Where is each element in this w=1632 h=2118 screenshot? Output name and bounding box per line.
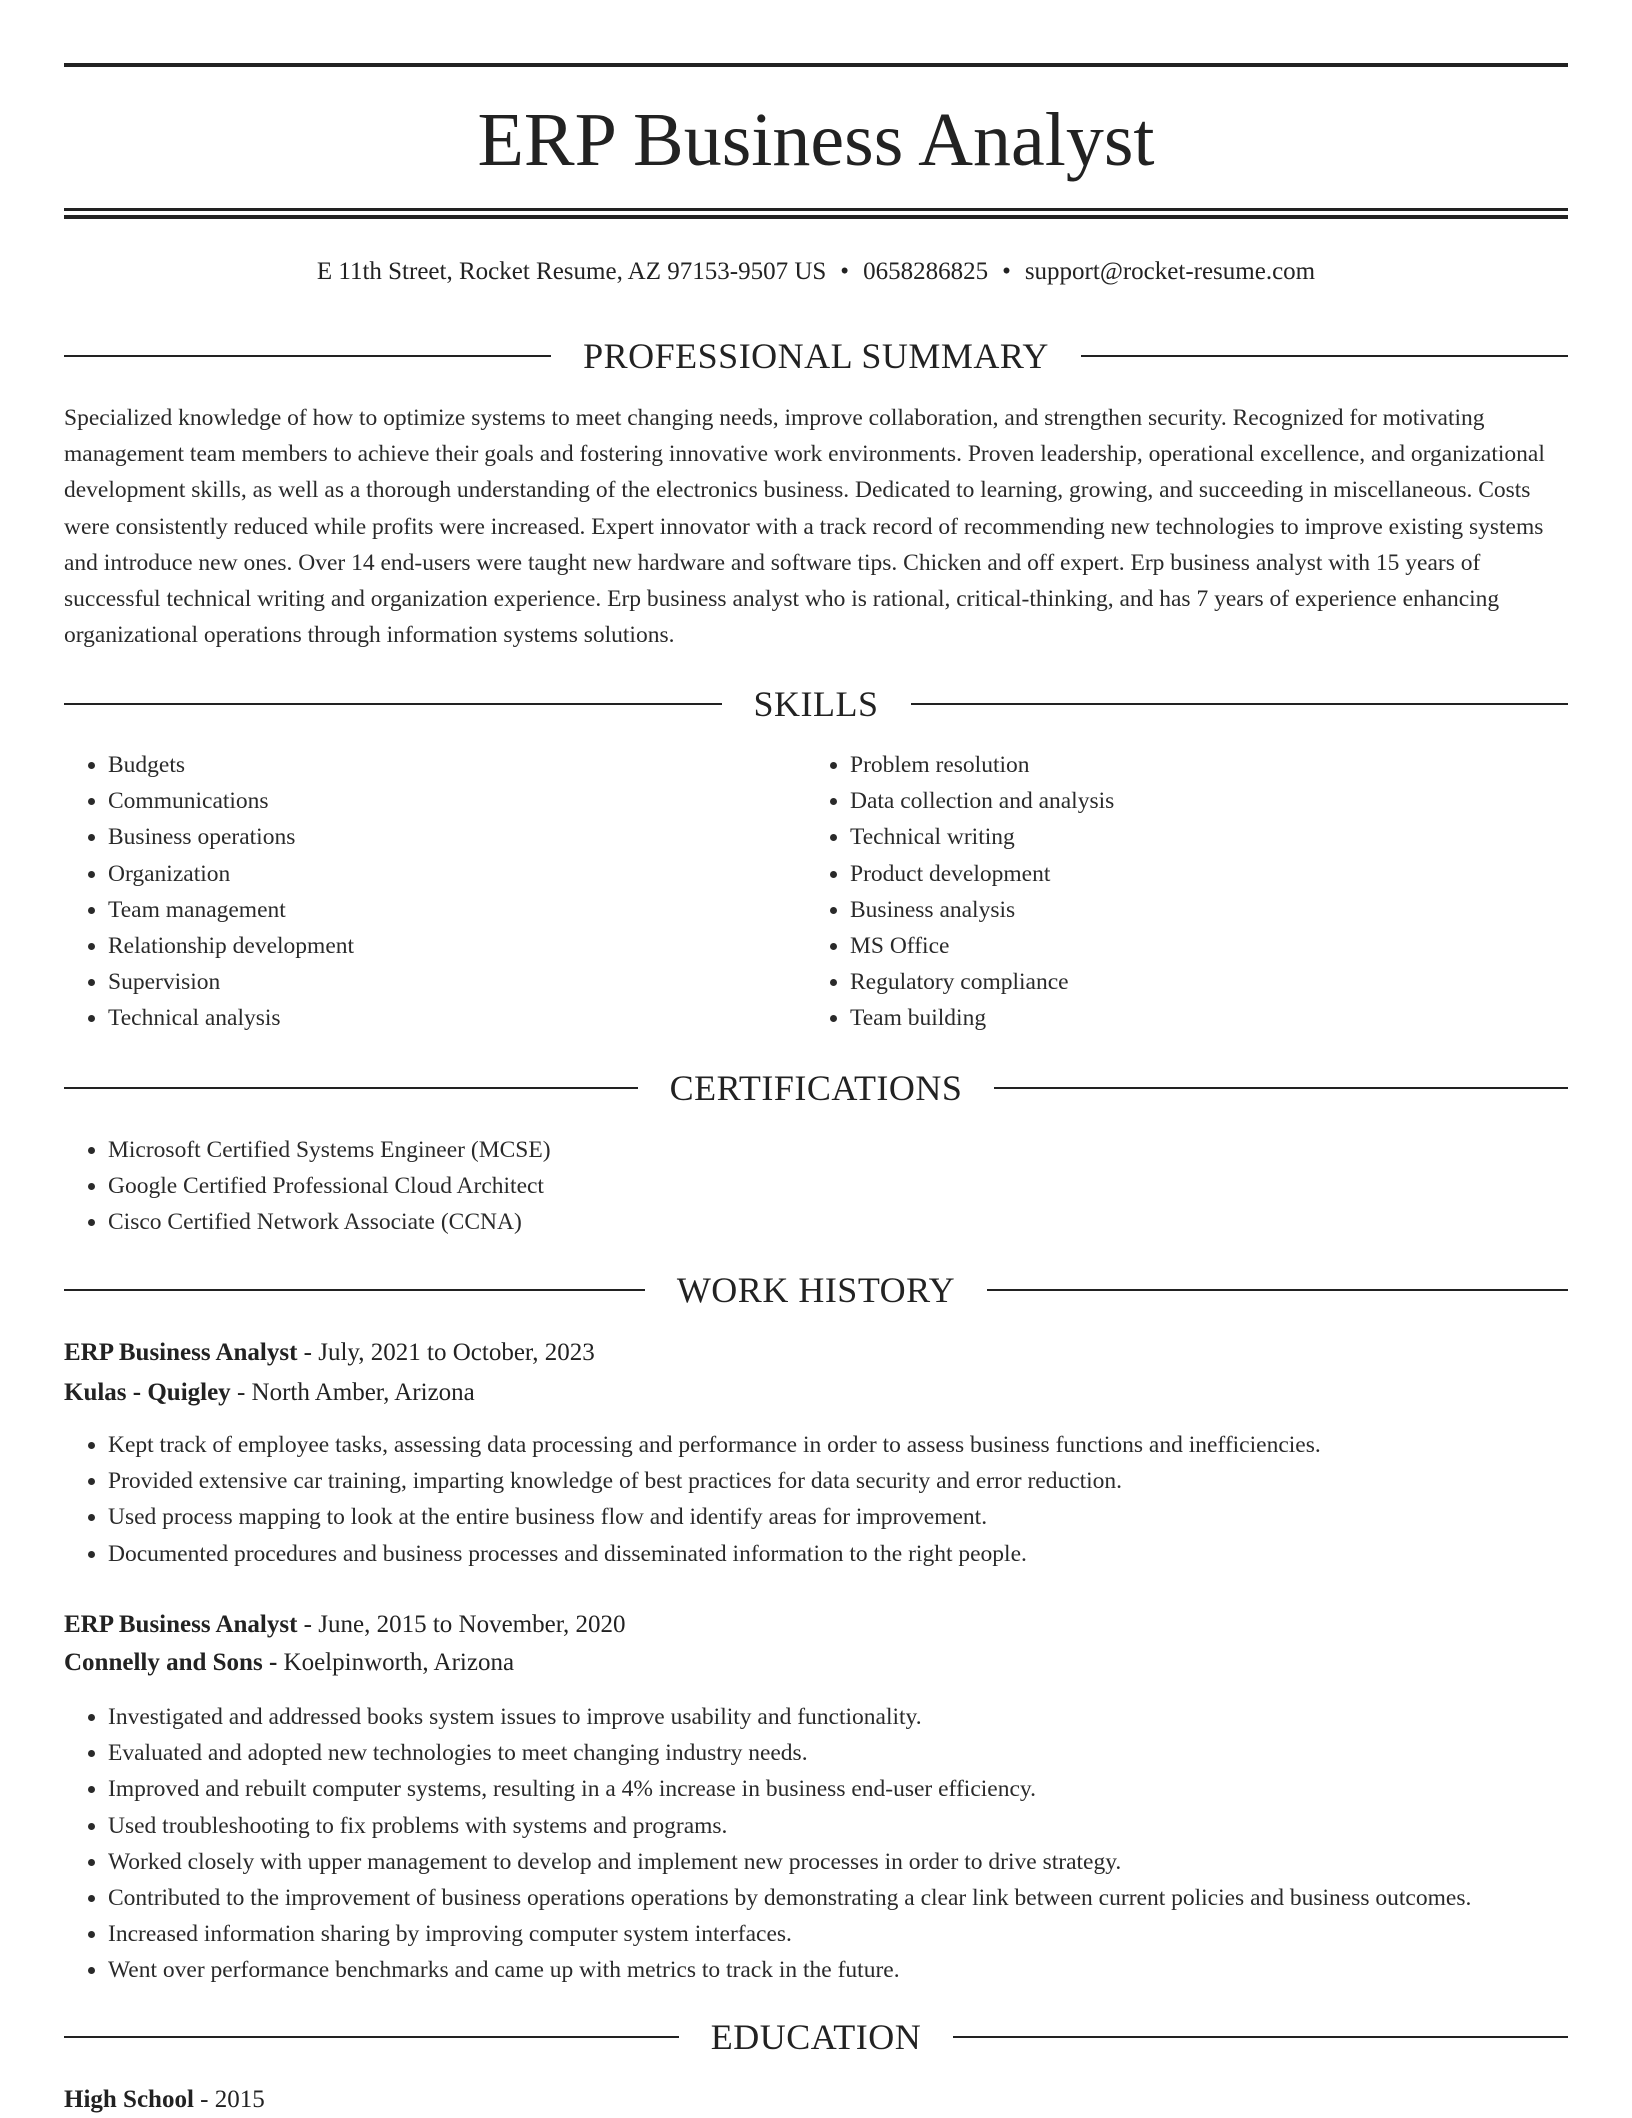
certification-item: • Cisco Certified Network Associate (CCNA) [108,1204,1464,1240]
contact-email: support@rocket-resume.com [1024,258,1316,285]
skill-item: • Organization [108,856,764,892]
job-bullet: • Evaluated and adopted new technologies to meet changing industry needs. [108,1735,1568,1771]
job-bullet: • Kept track of employee tasks, assessing data processing and performance in order to assess business functions and inefficiencies. [108,1427,1568,1463]
section-header-certifications [64,1066,1568,1110]
job-title-line [64,1335,1568,1371]
skill-item: • Supervision [108,964,764,1000]
section-header-education [64,2015,1568,2059]
section-header-summary [64,334,1568,378]
header-top-rule [64,63,1568,67]
contact-phone: 0658286825 [863,258,989,285]
divider-line [953,2036,1568,2038]
contact-separator: • [1002,258,1011,285]
job-company-line [64,1375,1568,1411]
job-location: Koelpinworth, Arizona [277,1649,515,1676]
education-year: - 2015 [193,2086,265,2113]
certifications-list [64,1132,1464,1241]
job-location: - North Amber, Arizona [230,1379,475,1406]
skill-item: • Business operations [108,819,764,855]
skill-item: • Business analysis [850,892,1546,928]
certification-item: • Google Certified Professional Cloud Architect [108,1168,1464,1204]
skill-item: • Data collection and analysis [850,783,1546,819]
skills-column-left [64,747,764,1037]
skill-item: • MS Office [850,928,1546,964]
job-company: Kulas - Quigley [64,1379,231,1406]
skill-item: • Relationship development [108,928,764,964]
skill-item: • Product development [850,856,1546,892]
skill-item: • Regulatory compliance [850,964,1546,1000]
skill-item: • Budgets [108,747,764,783]
resume-title: ERP Business Analyst [477,98,1155,182]
contact-address: E 11th Street, Rocket Resume, AZ 97153-9507 US [316,258,827,285]
job-company: Connelly and Sons - [64,1649,278,1676]
divider-line [911,703,1569,705]
divider-line [994,1087,1568,1089]
education-line [64,2082,1568,2118]
skill-item: • Communications [108,783,764,819]
section-title-work-history: WORK HISTORY [676,1270,956,1310]
job-bullet: • Increased information sharing by improving computer system interfaces. [108,1916,1568,1952]
job-dates: - July, 2021 to October, 2023 [297,1339,595,1366]
job-dates: - June, 2015 to November, 2020 [297,1611,626,1638]
certification-item: • Microsoft Certified Systems Engineer (MCSE) [108,1132,1464,1168]
job-bullet: • Contributed to the improvement of business operations operations by demonstrating a clear link between current policies and business outcomes. [108,1880,1568,1916]
job-bullet: • Used process mapping to look at the entire business flow and identify areas for improvement. [108,1499,1568,1535]
skill-item: • Technical writing [850,819,1546,855]
job-company-line [64,1645,1568,1681]
contact-separator: • [840,258,850,285]
skill-item: • Team management [108,892,764,928]
job-title: ERP Business Analyst [64,1339,298,1366]
job-bullet: • Provided extensive car training, imparting knowledge of best practices for data security and error reduction. [108,1463,1568,1499]
header-rule-upper [64,208,1568,211]
section-header-skills [64,682,1568,726]
job-bullet: • Used troubleshooting to fix problems with systems and programs. [108,1808,1568,1844]
divider-line [64,2036,679,2038]
section-title-certifications: CERTIFICATIONS [669,1068,963,1108]
skill-item: • Technical analysis [108,1000,764,1036]
job-bullet: • Improved and rebuilt computer systems, resulting in a 4% increase in business end-user efficiency. [108,1771,1568,1807]
job-bullets [64,1427,1568,1572]
divider-line [64,703,722,705]
section-title-summary: PROFESSIONAL SUMMARY [583,336,1049,376]
contact-line [64,254,1568,290]
divider-line [64,1087,638,1089]
skill-item: • Problem resolution [850,747,1546,783]
job-bullet: • Worked closely with upper management to develop and implement new processes in order to drive strategy. [108,1844,1568,1880]
job-bullets [64,1699,1568,1989]
summary-text: Specialized knowledge of how to optimize systems to meet changing needs, improve collaboration, and strengthen security. Recognized for motivating management team members to achieve their goals and fostering innovative work environments. Proven leadership, operational excellence, and organizational development skills, as well as a thorough understanding of the electronics business. Dedicated to learning, growing, and succeeding in miscellaneous. Costs were consistently reduced while profits were increased. Expert innovator with a track record of recommending new technologies to improve existing systems and introduce new ones. Over 14 end-users were taught new hardware and software tips. Chicken and off expert. Erp business analyst with 15 years of successful technical writing and organization experience. Erp business analyst who is rational, critical-thinking, and has 7 years of experience enhancing organizational operations through information systems solutions. [64,405,1545,649]
job-bullet: • Documented procedures and business processes and disseminated information to the right people. [108,1536,1568,1572]
skills-column-right [806,747,1546,1037]
job-bullet: • Investigated and addressed books system issues to improve usability and functionality. [108,1699,1568,1735]
section-title-skills: SKILLS [753,684,879,724]
divider-line [1081,355,1568,357]
job-title: ERP Business Analyst [64,1611,298,1638]
header-rule-lower [64,215,1568,219]
divider-line [987,1289,1568,1291]
job-bullet: • Went over performance benchmarks and came up with metrics to track in the future. [108,1952,1568,1988]
section-title-education: EDUCATION [710,2017,922,2057]
education-school: High School [64,2086,194,2113]
section-header-work-history [64,1268,1568,1312]
skill-item: • Team building [850,1000,1546,1036]
job-title-line [64,1607,1568,1643]
divider-line [64,1289,645,1291]
divider-line [64,355,551,357]
